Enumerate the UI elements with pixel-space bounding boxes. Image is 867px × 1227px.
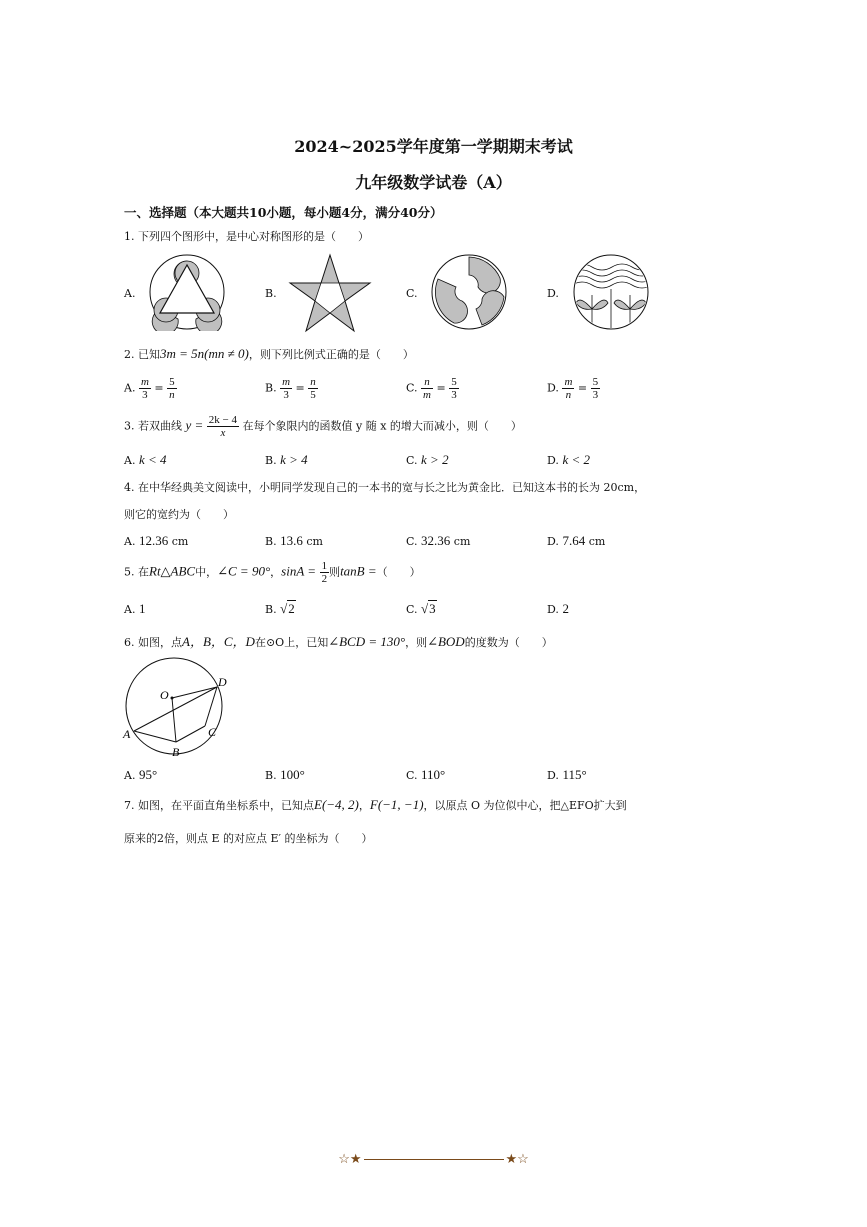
q1-label-c: C. <box>406 287 418 300</box>
q6-option-b: B. 100° <box>265 767 305 782</box>
q2-option-b: B. $\frac{m}{3}$ = $\frac{n}{5}$ <box>265 376 316 402</box>
exam-subtitle: 九年级数学试卷（A） <box>355 173 512 192</box>
question-6-stem: 6. 如图，点A，B，C，D在⊙O上，已知∠BCD = 130°，则∠BOD的度数为（ ） <box>124 634 553 649</box>
q1-figure-c <box>430 253 508 331</box>
q5-option-c: C. √3 <box>406 601 436 616</box>
q6-label-c: C <box>208 725 217 739</box>
q6-option-d: D. 115° <box>547 767 587 782</box>
q4-option-d: D. 7.64 cm <box>547 533 606 548</box>
q5-option-a: A. 1 <box>124 601 146 616</box>
q4-option-a: A. 12.36 cm <box>124 533 189 548</box>
q3-option-a: A. k < 4 <box>124 452 167 467</box>
q6-option-a: A. 95° <box>124 767 158 782</box>
question-3-stem: 3. 若双曲线 y = $\frac{2k - 4}{x}$ 在每个象限内的函数值 y 随 x 的增大而减小，则（ ） <box>124 414 522 440</box>
q2-option-d: D. $\frac{m}{n}$ = $\frac{5}{3}$ <box>547 376 599 402</box>
q2-option-c: C. $\frac{n}{m}$ = $\frac{5}{3}$ <box>406 376 457 402</box>
q5-option-b: B. √2 <box>265 601 295 616</box>
question-5-stem: 5. 在Rt△ABC中，∠C = 90°，sinA = $\frac{1}{2}$ 则tanB =（ ） <box>124 560 421 586</box>
q1-figure-b <box>288 253 372 333</box>
q6-circle-figure <box>118 656 238 764</box>
q1-label-a: A. <box>124 287 136 300</box>
q3-option-c: C. k > 2 <box>406 452 449 467</box>
question-2-stem: 2. 已知3m = 5n(mn ≠ 0)，则下列比例式正确的是（ ） <box>124 346 414 361</box>
page-footer <box>0 1152 867 1167</box>
exam-title: 2024~2025学年度第一学期期末考试 <box>294 137 573 156</box>
q1-figure-d <box>572 253 650 331</box>
question-4-line-1: 4. 在中华经典美文阅读中，小明同学发现自己的一本书的宽与长之比为黄金比．已知这本书的长为 20cm， <box>124 481 646 494</box>
footer-stars-right: ★☆ <box>505 1152 529 1167</box>
section-heading: 一、选择题（本大题共10小题，每小题4分，满分40分） <box>124 205 443 220</box>
question-1-stem: 1. 下列四个图形中，是中心对称图形的是（ ） <box>124 230 369 243</box>
question-7-line-2: 原来的2倍，则点 E 的对应点 E′ 的坐标为（ ） <box>124 832 373 845</box>
question-4-line-2: 则它的宽约为（ ） <box>124 508 234 521</box>
q2-equation: 3m = 5n(mn ≠ 0) <box>160 346 249 361</box>
q2-option-a: A. $\frac{m}{3}$ = $\frac{5}{n}$ <box>124 376 175 402</box>
q5-option-d: D. 2 <box>547 601 569 616</box>
q4-option-c: C. 32.36 cm <box>406 533 471 548</box>
footer-divider <box>364 1159 504 1160</box>
footer-stars-left: ☆★ <box>338 1152 362 1167</box>
q6-label-b: B <box>172 745 180 759</box>
q6-label-o: O <box>160 688 169 702</box>
q6-option-c: C. 110° <box>406 767 446 782</box>
q6-label-d: D <box>218 675 227 689</box>
q1-figure-a <box>148 253 226 331</box>
question-7-line-1: 7. 如图，在平面直角坐标系中，已知点E(−4, 2)，F(−1, −1)，以原点 O 为位似中心，把△EFO扩大到 <box>124 797 627 812</box>
q3-option-b: B. k > 4 <box>265 452 308 467</box>
q1-label-d: D. <box>547 287 559 300</box>
q6-label-a: A <box>123 727 131 741</box>
q1-label-b: B. <box>265 287 277 300</box>
q3-option-d: D. k < 2 <box>547 452 590 467</box>
q4-option-b: B. 13.6 cm <box>265 533 323 548</box>
